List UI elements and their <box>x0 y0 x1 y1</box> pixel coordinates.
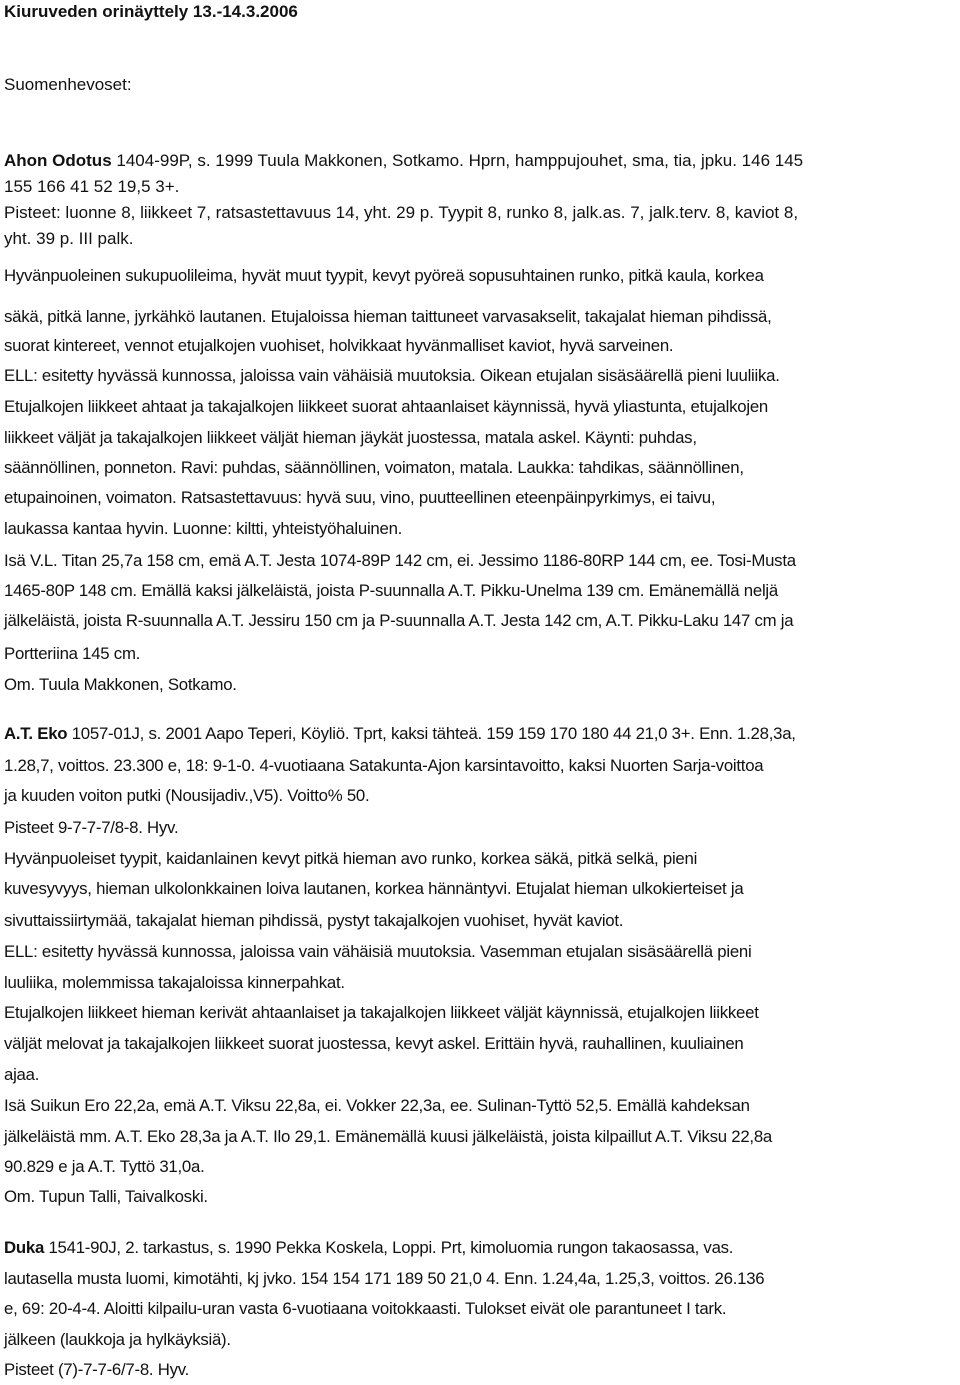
entry-line: säkä, pitkä lanne, jyrkähkö lautanen. Etujaloissa hieman taittuneet varvasakselit, takajalat hieman pihdissä, <box>4 307 772 326</box>
entry-header-line <box>4 723 796 745</box>
entry-line: kuvesyvyys, hieman ulkolonkkainen loiva lautanen, korkea hännäntyvi. Etujalat hieman ulkokierteiset ja <box>4 879 744 898</box>
entry-owner: Om. Tupun Talli, Taivalkoski. <box>4 1187 208 1206</box>
entry-header-text: 1057-01J, s. 2001 Aapo Teperi, Köyliö. Tprt, kaksi tähteä. 159 159 170 180 44 21,0 3+. Enn. 1.28,3a, <box>67 724 796 743</box>
entry-header-text: 1404-99P, s. 1999 Tuula Makkonen, Sotkamo. Hprn, hamppujouhet, sma, tia, jpku. 146 145 <box>111 151 804 170</box>
entry-line: 1.28,7, voittos. 23.300 e, 18: 9-1-0. 4-vuotiaana Satakunta-Ajon karsintavoitto, kaksi Nuorten Sarja-voittoa <box>4 756 764 775</box>
entry-line: jälkeläistä mm. A.T. Eko 28,3a ja A.T. Ilo 29,1. Emänemällä kuusi jälkeläistä, joista kilpaillut A.T. Viksu 22,8a <box>4 1127 773 1146</box>
entry-line: ELL: esitetty hyvässä kunnossa, jaloissa vain vähäisiä muutoksia. Oikean etujalan sisäsäärellä pieni luuliika. <box>4 366 780 385</box>
entry-line: e, 69: 20-4-4. Aloitti kilpailu-uran vasta 6-vuotiaana voitokkaasti. Tulokset eivät ole parantuneet I tark. <box>4 1299 727 1318</box>
entry-line: laukassa kantaa hyvin. Luonne: kiltti, yhteistyöhaluinen. <box>4 519 403 538</box>
entry-line: ELL: esitetty hyvässä kunnossa, jaloissa vain vähäisiä muutoksia. Vasemman etujalan sisäsäärellä pieni <box>4 942 752 961</box>
horse-name: A.T. Eko <box>4 724 68 743</box>
entry-line: Hyvänpuoleinen sukupuolileima, hyvät muut tyypit, kevyt pyöreä sopusuhtainen runko, pitkä kaula, korkea <box>4 266 764 285</box>
entry-line: yht. 39 p. III palk. <box>4 229 134 248</box>
entry-owner: Om. Tuula Makkonen, Sotkamo. <box>4 675 237 694</box>
entry-line: Pisteet 9-7-7-7/8-8. Hyv. <box>4 818 179 837</box>
entry-line: Etujalkojen liikkeet hieman kerivät ahtaanlaiset ja takajalkojen liikkeet väljät käynnissä, etujalkojen liikkeet <box>4 1003 759 1022</box>
entry-header-line <box>4 150 803 172</box>
entry-line: Etujalkojen liikkeet ahtaat ja takajalkojen liikkeet suorat ahtaanlaiset käynnissä, hyvä yliastunta, etujalkojen <box>4 397 768 416</box>
entry-line: Portteriina 145 cm. <box>4 644 141 663</box>
entry-line: Pisteet: luonne 8, liikkeet 7, ratsastettavuus 14, yht. 29 p. Tyypit 8, runko 8, jalk.as. 7, jalk.terv. 8, kaviot 8, <box>4 203 799 222</box>
entry-line: säännöllinen, ponneton. Ravi: puhdas, säännöllinen, voimaton, matala. Laukka: tahdikas, säännöllinen, <box>4 458 744 477</box>
horse-name: Ahon Odotus <box>4 151 112 170</box>
entry-line: Isä V.L. Titan 25,7a 158 cm, emä A.T. Jesta 1074-89P 142 cm, ei. Jessimo 1186-80RP 144 cm, ee. Tosi-Musta <box>4 551 796 570</box>
entry-line: suorat kintereet, vennot etujalkojen vuohiset, holvikkaat hyvänmalliset kaviot, hyvä sarveinen. <box>4 336 674 355</box>
entry-line: jälkeläistä, joista R-suunnalla A.T. Jessiru 150 cm ja P-suunnalla A.T. Jesta 142 cm, A.T. Pikku-Laku 147 cm ja <box>4 611 794 630</box>
entry-line: 90.829 e ja A.T. Tyttö 31,0a. <box>4 1157 205 1176</box>
entry-line: 155 166 41 52 19,5 3+. <box>4 177 180 196</box>
entry-line: väljät melovat ja takajalkojen liikkeet suorat juostessa, kevyt askel. Erittäin hyvä, rauhallinen, kuuliainen <box>4 1034 744 1053</box>
entry-line: luuliika, molemmissa takajaloissa kinnerpahkat. <box>4 973 345 992</box>
horse-name: Duka <box>4 1238 45 1257</box>
entry-line: liikkeet väljät ja takajalkojen liikkeet väljät hieman jäykät juostessa, matala askel. Käynti: puhdas, <box>4 428 697 447</box>
entry-line: 1465-80P 148 cm. Emällä kaksi jälkeläistä, joista P-suunnalla A.T. Pikku-Unelma 139 cm. Emänemällä neljä <box>4 581 778 600</box>
entry-line: ajaa. <box>4 1065 40 1084</box>
entry-header-line <box>4 1237 733 1259</box>
entry-line: Hyvänpuoleiset tyypit, kaidanlainen kevyt pitkä hieman avo runko, korkea säkä, pitkä selkä, pieni <box>4 849 698 868</box>
document-title: Kiuruveden orinäyttely 13.-14.3.2006 <box>4 2 298 21</box>
entry-line: etupainoinen, voimaton. Ratsastettavuus: hyvä suu, vino, puutteellinen eteenpäinpyrkimys, ei taivu, <box>4 488 716 507</box>
entry-line: ja kuuden voiton putki (Nousijadiv.,V5). Voitto% 50. <box>4 786 370 805</box>
entry-line: sivuttaissiirtymää, takajalat hieman pihdissä, pystyt takajalkojen vuohiset, hyvät kaviot. <box>4 911 624 930</box>
entry-line: Pisteet (7)-7-7-6/7-8. Hyv. <box>4 1360 190 1379</box>
entry-line: Isä Suikun Ero 22,2a, emä A.T. Viksu 22,8a, ei. Vokker 22,3a, ee. Sulinan-Tyttö 52,5. Emällä kahdeksan <box>4 1096 750 1115</box>
entry-line: lautasella musta luomi, kimotähti, kj jvko. 154 154 171 189 50 21,0 4. Enn. 1.24,4a, 1.25,3, voittos. 26.136 <box>4 1269 765 1288</box>
entry-header-text: 1541-90J, 2. tarkastus, s. 1990 Pekka Koskela, Loppi. Prt, kimoluomia rungon takaosassa, vas. <box>44 1238 734 1257</box>
section-heading: Suomenhevoset: <box>4 75 132 94</box>
entry-line: jälkeen (laukkoja ja hylkäyksiä). <box>4 1330 231 1349</box>
